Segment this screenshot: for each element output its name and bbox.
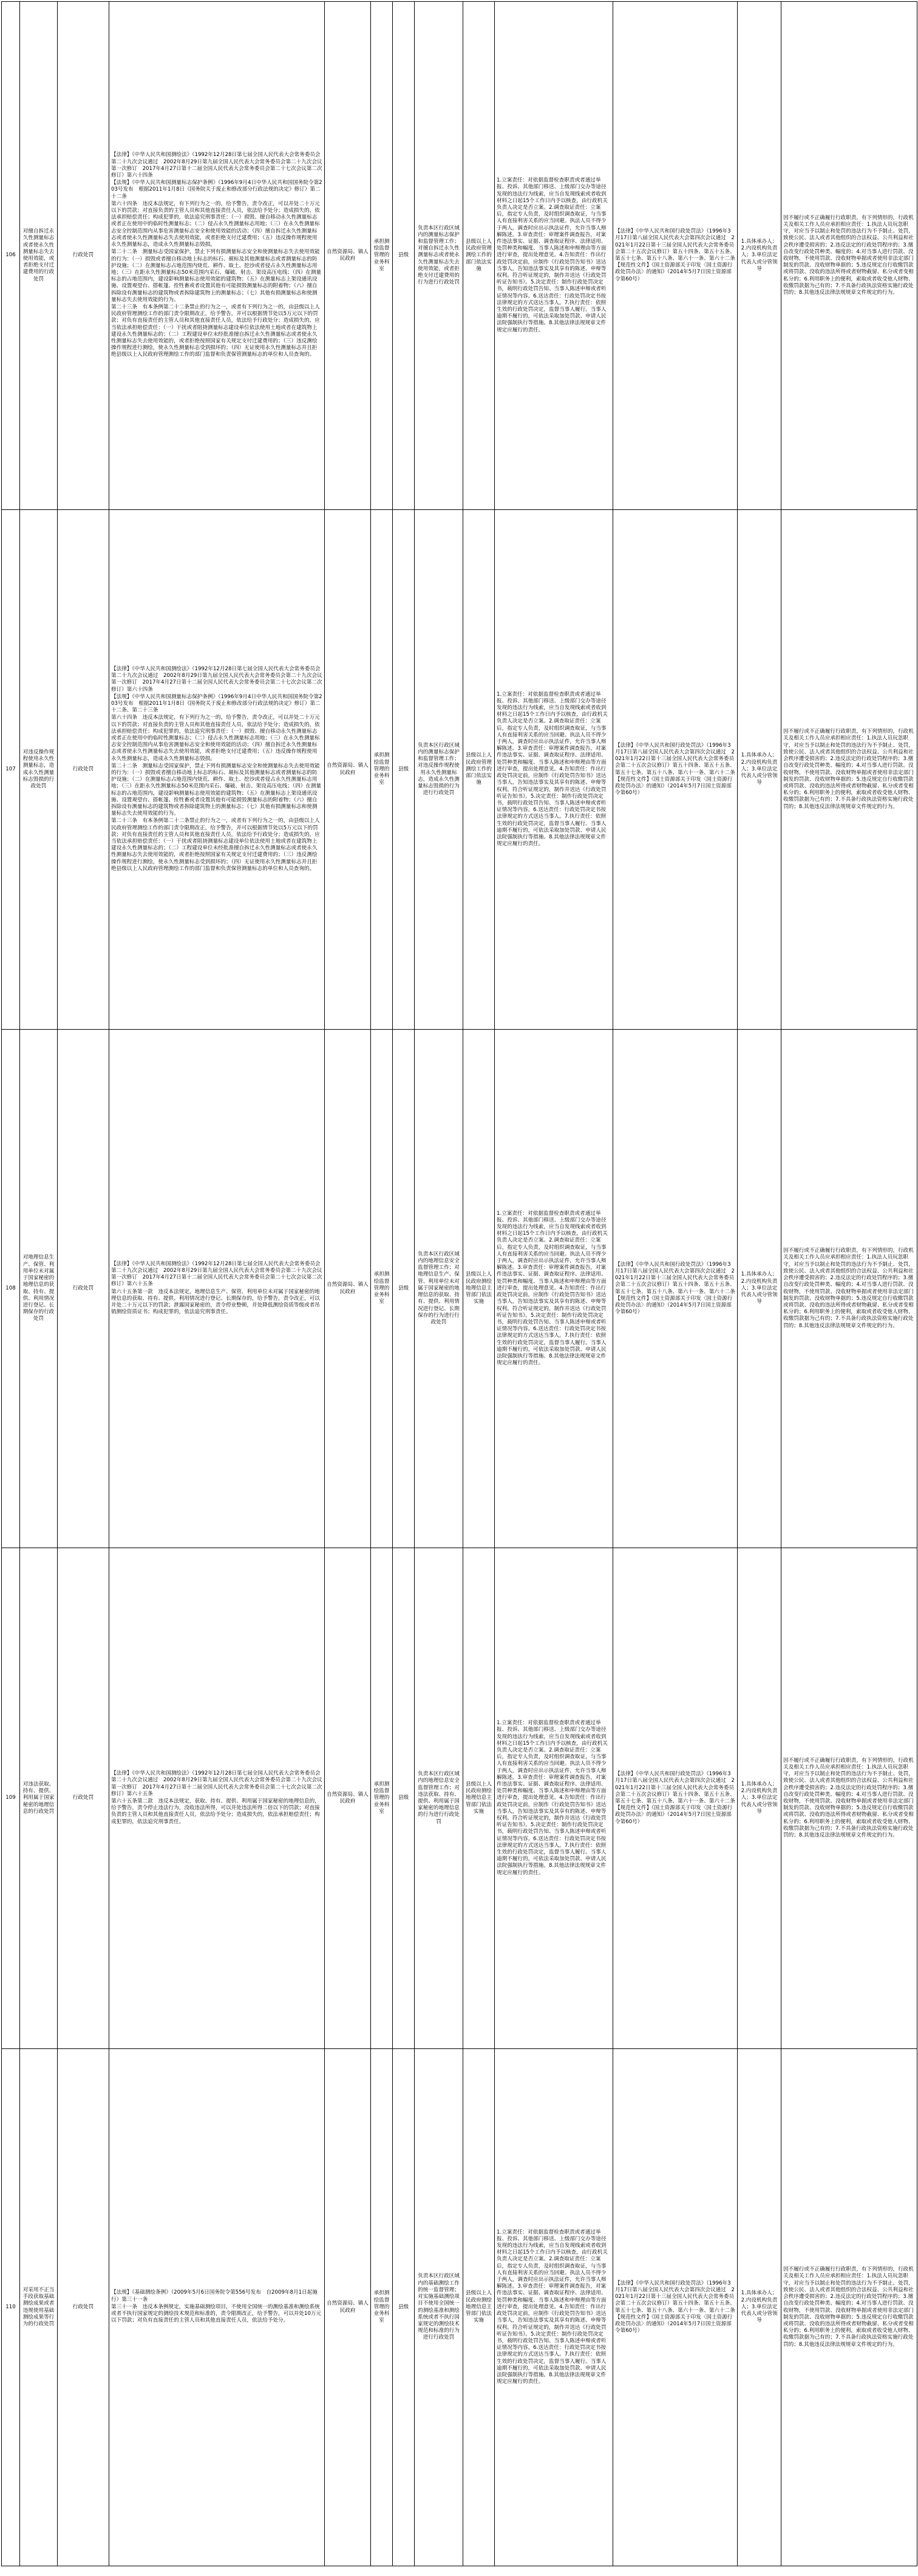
power-item-name: 对采用不正当手段获取基础测绘成果或者违规使用基础测绘成果等行为的行政处罚 — [20, 2049, 58, 2566]
responsibility-scope: 县级以上人民政府管理测绘工作的部门依法实施 — [463, 2, 495, 510]
row-number: 106 — [2, 2, 20, 510]
implementing-subject: 自然资源局、镇人民政府 — [325, 510, 371, 1030]
power-list-table — [1, 1, 917, 2566]
exercise-level: 县级 — [393, 2, 415, 510]
table-row — [2, 510, 917, 1030]
basis-paragraph: 第六十四条 违反本法规定，有下列行为之一的，给予警告，责令改正，可以并处二十万元以下的罚款；对直接负责的主管人员和其他直接责任人员，依法给予处分；造成损失的，依法承担赔偿责任；构成犯罪的，依法追究刑事责任：（一）损毁、擅自移动永久性测量标志或者正在使用中的临时性测量标志；（二）侵占永久性测量标志用地；（三）在永久性测量标志安全控制范围内从事危害测量标志安全和使用效能的活动；（四）擅自拆迁永久性测量标志或者使永久性测量标志失去使用效能，或者拒绝支付迁建费用；（五）违反操作规程使用永久性测量标志，造成永久性测量标志毁损。 — [111, 715, 320, 762]
responsibility-legal-basis: 【法律】《中华人民共和国行政处罚法》（1996年3月17日第八届全国人民代表大会第四次会议通过 2021年1月22日第十三届全国人民代表大会常务委员会第二十五次会议修订）第五十四条、第五十五条、第五十七条、第五十八条、第六十一条、第六十二条 【规范性文件】《国土资源部关于印发〈国土资源行政处罚办法〉的通知》（2014年5月7日国土资源部令第60号） — [613, 2049, 738, 2566]
basis-paragraph: 【法律】《中华人民共和国测绘法》（1992年12月28日第七届全国人民代表大会常务委员会第二十九次会议通过 2002年8月29日第九届全国人民代表大会常务委员会第二十九次会议第一次修订 2017年4月27日第十二届全国人民代表大会常务委员会第二十七次会议第二次修订）第六十五条 — [111, 1770, 322, 1797]
responsibility-division: 负责本区行政区域内的基础测绘工作的统一监督管理；对实施基础测绘项目不使用全国统一的测绘基准和测绘系统或者不执行国家规定的测绘技术规范和标准的行为进行行政处罚 — [415, 2049, 463, 2566]
responsibility-procedure: 1.立案责任：对依据监督检查职责或者通过举报、投诉、其他部门移送、上级部门交办等途径发现的违法行为线索，应当自发现线索或者收到材料之日起15个工作日内予以核查，由行政机关负责人决定是否立案。2.调查取证责任：立案后，指定专人负责，及时组织调查取证，与当事人有直接利害关系的应当回避。执法人员不得少于两人，调查时应出示执法证件，允许当事人辩解陈述。3.审查责任：审理案件调查报告，对案件违法事实、证据、调查取证程序、法律适用、处罚种类和幅度、当事人陈述和申辩理由等方面进行审查，提出处理意见。4.告知责任：作出行政处罚决定前，应制作《行政处罚告知书》送达当事人，告知违法事实及其享有的陈述、申辩等权利。符合听证规定的，制作并送达《行政处罚听证告知书》。5.决定责任：制作行政处罚决定书，载明行政处罚告知、当事人陈述申辩或者听证情况等内容。6.送达责任：行政处罚决定书按法律规定的方式送达当事人。7.执行责任：依照生效的行政处罚决定，监督当事人履行。当事人逾期不履行的，可依法采取加处罚款、申请人民法院强制执行等措施。8.其他法律法规规章文件规定应履行的责任。 — [495, 510, 613, 1030]
basis-cell — [109, 1030, 325, 1548]
implementing-subject: 自然资源局、镇人民政府 — [325, 2049, 371, 2566]
implementing-subject: 自然资源局、镇人民政府 — [325, 1030, 371, 1548]
power-item-name: 对地理信息生产、保管、利用单位未对属于国家秘密的地理信息的获取、持有、提供、利用情况进行登记、长期保存的行政处罚 — [20, 1030, 58, 1548]
responsibility-procedure: 1.立案责任：对依据监督检查职责或者通过举报、投诉、其他部门移送、上级部门交办等途径发现的违法行为线索，应当自发现线索或者收到材料之日起15个工作日内予以核查，由行政机关负责人决定是否立案。2.调查取证责任：立案后，指定专人负责，及时组织调查取证，与当事人有直接利害关系的应当回避。执法人员不得少于两人，调查时应出示执法证件，允许当事人辩解陈述。3.审查责任：审理案件调查报告，对案件违法事实、证据、调查取证程序、法律适用、处罚种类和幅度、当事人陈述和申辩理由等方面进行审查，提出处理意见。4.告知责任：作出行政处罚决定前，应制作《行政处罚告知书》送达当事人，告知违法事实及其享有的陈述、申辩等权利。符合听证规定的，制作并送达《行政处罚听证告知书》。5.决定责任：制作行政处罚决定书，载明行政处罚告知、当事人陈述申辩或者听证情况等内容。6.送达责任：行政处罚决定书按法律规定的方式送达当事人。7.执行责任：依照生效的行政处罚决定，监督当事人履行。当事人逾期不履行的，可依法采取加处罚款、申请人民法院强制执行等措施。8.其他法律法规规章文件规定应履行的责任。 — [495, 1030, 613, 1548]
responsibility-scope: 县级以上人民政府测绘地理信息主管部门依法实施 — [463, 1548, 495, 2049]
power-item-name: 对擅自拆迁永久性测量标志或者使永久性测量标志失去使用效能，或者拒绝支付迁建费用的行政处罚 — [20, 2, 58, 510]
responsibility-legal-basis: 【法律】《中华人民共和国行政处罚法》（1996年3月17日第八届全国人民代表大会第四次会议通过 2021年1月22日第十三届全国人民代表大会常务委员会第二十五次会议修订）第五十四条、第五十五条、第五十七条、第五十八条、第六十一条、第六十二条 【规范性文件】《国土资源部关于印发〈国土资源行政处罚办法〉的通知》（2014年5月7日国土资源部令第60号） — [613, 510, 738, 1030]
responsibility-scope: 县级以上人民政府管理测绘工作的部门依法实施 — [463, 510, 495, 1030]
accountability-subject: 1.具体承办人；2.内设机构负责人；3.单位法定代表人或分管领导 — [738, 2049, 781, 2566]
accountability-subject: 1.具体承办人；2.内设机构负责人；3.单位法定代表人或分管领导 — [738, 1030, 781, 1548]
responsible-dept: 承担测绘监督管理的业务科室 — [371, 2049, 393, 2566]
exercise-level: 县级 — [393, 510, 415, 1030]
power-item-name: 对违法获取、持有、提供、利用属于国家秘密的地理信息的行政处罚 — [20, 1548, 58, 2049]
power-type: 行政处罚 — [58, 1030, 109, 1548]
basis-paragraph: 【法律】《中华人民共和国测绘法》（1992年12月28日第七届全国人民代表大会常务委员会第二十九次会议通过 2002年8月29日第九届全国人民代表大会常务委员会第二十九次会议第一次修订 2017年4月27日第十二届全国人民代表大会常务委员会第二十七次会议第二次修订）第六十四条 — [111, 152, 322, 179]
basis-cell — [109, 2049, 325, 2566]
exercise-level: 县级 — [393, 2049, 415, 2566]
row-number: 108 — [2, 1030, 20, 1548]
table-row — [2, 1548, 917, 2049]
responsibility-procedure: 1.立案责任：对依据监督检查职责或者通过举报、投诉、其他部门移送、上级部门交办等途径发现的违法行为线索，应当自发现线索或者收到材料之日起15个工作日内予以核查，由行政机关负责人决定是否立案。2.调查取证责任：立案后，指定专人负责，及时组织调查取证，与当事人有直接利害关系的应当回避。执法人员不得少于两人，调查时应出示执法证件，允许当事人辩解陈述。3.审查责任：审理案件调查报告，对案件违法事实、证据、调查取证程序、法律适用、处罚种类和幅度、当事人陈述和申辩理由等方面进行审查，提出处理意见。4.告知责任：作出行政处罚决定前，应制作《行政处罚告知书》送达当事人，告知违法事实及其享有的陈述、申辩等权利。符合听证规定的，制作并送达《行政处罚听证告知书》。5.决定责任：制作行政处罚决定书，载明行政处罚告知、当事人陈述申辩或者听证情况等内容。6.送达责任：行政处罚决定书按法律规定的方式送达当事人。7.执行责任：依照生效的行政处罚决定，监督当事人履行。当事人逾期不履行的，可依法采取加处罚款、申请人民法院强制执行等措施。8.其他法律法规规章文件规定应履行的责任。 — [495, 1548, 613, 2049]
power-type: 行政处罚 — [58, 1548, 109, 2049]
basis-paragraph: 第二十三条 有本条例第二十二条禁止的行为之一，或者有下列行为之一的，由县级以上人民政府管理测绘工作的部门责令限期改正，给予警告，并可以根据情节处以5万元以下的罚款；对负有直接责任的主管人员和其他直接责任人员，依法给予行政处分；造成损失的，应当依法承担赔偿责任：（一）干扰或者阻挠测量标志建设单位依法使用土地或者在建筑物上建设永久性测量标志的；（二）工程建设单位未经批准擅自拆迁永久性测量标志或者使永久性测量标志失去使用效能的，或者拒绝按照国家有关规定支付迁建费用的；（三）违反测绘操作规程进行测绘，使永久性测量标志受到损坏的；（四）无证使用永久性测量标志并且拒绝县级以上人民政府管理测绘工作的部门监督和负责保管测量标志的单位和人员查询的。 — [111, 304, 320, 358]
basis-paragraph: 第三十一条 违反本条例规定，实施基础测绘项目，不使用全国统一的测绘基准和测绘系统或者不执行国家规定的测绘技术规范和标准的，责令限期改正，给予警告，可以并处10万元以下罚款；对负有直接责任的主管人员和其他直接责任人员，依法给予处分。 — [111, 2303, 322, 2324]
power-type: 行政处罚 — [58, 2, 109, 510]
basis-paragraph: 【法规】《中华人民共和国测量标志保护条例》（1996年9月4日中华人民共和国国务院令第203号发布 根据2011年1月8日《国务院关于废止和修改部分行政法规的决定》修订）第二十二条 — [111, 180, 322, 200]
responsibility-division: 负责本区行政区域内的测量标志保护和监督管理工作；对违反操作规程使用永久性测量标志，造成永久性测量标志毁损的行为进行行政处罚 — [415, 510, 463, 1030]
basis-cell — [109, 510, 325, 1030]
basis-paragraph: 【法规】《基础测绘条例》（2009年5月6日国务院令第556号发布 自2009年8月1日起施行）第三十一条 — [111, 2289, 318, 2303]
responsible-dept: 承担测绘监督管理的业务科室 — [371, 1030, 393, 1548]
responsibility-division: 负责本区行政区域内的地理信息安全监督管理工作；对违法获取、持有、提供、利用属于国家秘密的地理信息的行为进行行政处罚 — [415, 1548, 463, 2049]
responsible-dept: 承担测绘监督管理的业务科室 — [371, 1548, 393, 2049]
basis-paragraph: 第六十五条第一款 违反本法规定，地理信息生产、保管、利用单位未对属于国家秘密的地理信息的获取、持有、提供、利用情况进行登记、长期保存的，给予警告，责令改正，可以并处二十万元以下的罚款；泄露国家秘密的，责令停业整顿，并处降低测绘资质等级或者吊销测绘资质证书；构成犯罪的，依法追究刑事责任。 — [111, 1288, 320, 1316]
responsibility-legal-basis: 【法律】《中华人民共和国行政处罚法》（1996年3月17日第八届全国人民代表大会第四次会议通过 2021年1月22日第十三届全国人民代表大会常务委员会第二十五次会议修订）第五十四条、第五十五条、第五十七条、第五十八条、第六十一条、第六十二条 【规范性文件】《国土资源部关于印发〈国土资源行政处罚办法〉的通知》（2014年5月7日国土资源部令第60号） — [613, 2, 738, 510]
responsibility-legal-basis: 【法律】《中华人民共和国行政处罚法》（1996年3月17日第八届全国人民代表大会第四次会议通过 2021年1月22日第十三届全国人民代表大会常务委员会第二十五次会议修订）第五十四条、第五十五条、第五十七条、第五十八条、第六十一条、第六十二条 【规范性文件】《国土资源部关于印发〈国土资源行政处罚办法〉的通知》（2014年5月7日国土资源部令第60号） — [613, 1030, 738, 1548]
implementing-subject: 自然资源局、镇人民政府 — [325, 1548, 371, 2049]
basis-paragraph: 【法律】《中华人民共和国测绘法》（1992年12月28日第七届全国人民代表大会常务委员会第二十九次会议通过 2002年8月29日第九届全国人民代表大会常务委员会第二十九次会议第一次修订 2017年4月27日第十二届全国人民代表大会常务委员会第二十七次会议第二次修订）第六十四条 — [111, 665, 322, 693]
responsible-dept: 承担测绘监督管理的业务科室 — [371, 510, 393, 1030]
accountability-situations: 因不履行或不正确履行行政职责，有下列情形的，行政机关及相关工作人员应承担相应责任：1.执法人员玩忽职守，对应当予以制止和处罚的违法行为不予制止、处罚，致使公民、法人或者其他组织的合法权益、公共利益和社会秩序遭受损害的；2.违反法定的行政处罚程序的；3.擅自改变行政处罚种类、幅度的；4.对当事人进行罚款、没收财物，不使用罚款、没收财物单据或者使用非法定部门制发的罚款、没收财物单据的；5.违反规定自行收缴罚款或将罚款、没收的违法所得或者财物截留、私分或者变相私分的；6.利用职务上的便利，索取或者收受他人财物、收缴罚款据为己有的；7.不具备行政执法资格实施行政处罚的；8.其他违反法律法规规章文件规定的行为。 — [781, 510, 917, 1030]
responsibility-scope: 县级以上人民政府测绘地理信息主管部门依法实施 — [463, 2049, 495, 2566]
accountability-situations: 因不履行或不正确履行行政职责，有下列情形的，行政机关及相关工作人员应承担相应责任：1.执法人员玩忽职守，对应当予以制止和处罚的违法行为不予制止、处罚，致使公民、法人或者其他组织的合法权益、公共利益和社会秩序遭受损害的；2.违反法定的行政处罚程序的；3.擅自改变行政处罚种类、幅度的；4.对当事人进行罚款、没收财物，不使用罚款、没收财物单据或者使用非法定部门制发的罚款、没收财物单据的；5.违反规定自行收缴罚款或将罚款、没收的违法所得或者财物截留、私分或者变相私分的；6.利用职务上的便利，索取或者收受他人财物、收缴罚款据为己有的；7.不具备行政执法资格实施行政处罚的；8.其他违反法律法规规章文件规定的行为。 — [781, 1030, 917, 1548]
responsibility-scope: 县级以上人民政府测绘地理信息主管部门依法实施 — [463, 1030, 495, 1548]
accountability-situations: 因不履行或不正确履行行政职责，有下列情形的，行政机关及相关工作人员应承担相应责任：1.执法人员玩忽职守，对应当予以制止和处罚的违法行为不予制止、处罚，致使公民、法人或者其他组织的合法权益、公共利益和社会秩序遭受损害的；2.违反法定的行政处罚程序的；3.擅自改变行政处罚种类、幅度的；4.对当事人进行罚款、没收财物，不使用罚款、没收财物单据或者使用非法定部门制发的罚款、没收财物单据的；5.违反规定自行收缴罚款或将罚款、没收的违法所得或者财物截留、私分或者变相私分的；6.利用职务上的便利，索取或者收受他人财物、收缴罚款据为己有的；7.不具备行政执法资格实施行政处罚的；8.其他违反法律法规规章文件规定的行为。 — [781, 2, 917, 510]
row-number: 109 — [2, 1548, 20, 2049]
implementing-subject: 自然资源局、镇人民政府 — [325, 2, 371, 510]
basis-paragraph: 第二十二条 测量标志受国家保护，禁止下列有损测量标志安全和使测量标志失去使用效能的行为：（一）损毁或者擅自移动地上标志的标石、觇标及其他测量标志或者测量标志的防护设施；（二）在测量标志占地范围内烧荒、耕作、取土、挖沙或者侵占永久性测量标志用地；（三）在距永久性测量标志50米范围内采石、爆破、射击、架设高压电线；（四）在测量标志的占地范围内，建设影响测量标志使用效能的建筑物；（五）在测量标志上架设通讯设施、设置观望台、搭帐篷、拴牲畜或者设置其他有可能损毁测量标志的附着物；（六）擅自拆除设有测量标志的建筑物或者拆除建筑物上的测量标志；（七）其他有损测量标志和使测量标志失去使用效能的行为。 — [111, 763, 322, 817]
accountability-subject: 1.具体承办人；2.内设机构负责人；3.单位法定代表人或分管领导 — [738, 510, 781, 1030]
exercise-level: 县级 — [393, 1548, 415, 2049]
accountability-situations: 因不履行或不正确履行行政职责，有下列情形的，行政机关及相关工作人员应承担相应责任：1.执法人员玩忽职守，对应当予以制止和处罚的违法行为不予制止、处罚，致使公民、法人或者其他组织的合法权益、公共利益和社会秩序遭受损害的；2.违反法定的行政处罚程序的；3.擅自改变行政处罚种类、幅度的；4.对当事人进行罚款、没收财物，不使用罚款、没收财物单据或者使用非法定部门制发的罚款、没收财物单据的；5.违反规定自行收缴罚款或将罚款、没收的违法所得或者财物截留、私分或者变相私分的；6.利用职务上的便利，索取或者收受他人财物、收缴罚款据为己有的；7.不具备行政执法资格实施行政处罚的；8.其他违反法律法规规章文件规定的行为。 — [781, 2049, 917, 2566]
responsibility-division: 负责本区行政区域内的地理信息安全监督管理工作；对地理信息生产、保管、利用单位未对属于国家秘密的地理信息的获取、持有、提供、利用情况进行登记、长期保存的行为进行行政处罚 — [415, 1030, 463, 1548]
basis-paragraph: 第二十三条 有本条例第二十二条禁止的行为之一，或者有下列行为之一的，由县级以上人民政府管理测绘工作的部门责令限期改正，给予警告，并可以根据情节处以5万元以下的罚款；对负有直接责任的主管人员和其他直接责任人员，依法给予行政处分；造成损失的，应当依法承担赔偿责任：（一）干扰或者阻挠测量标志建设单位依法使用土地或者在建筑物上建设永久性测量标志的；（二）工程建设单位未经批准擅自拆迁永久性测量标志或者使永久性测量标志失去使用效能的，或者拒绝按照国家有关规定支付迁建费用的；（三）违反测绘操作规程进行测绘，使永久性测量标志受到损坏的；（四）无证使用永久性测量标志并且拒绝县级以上人民政府管理测绘工作的部门监督和负责保管测量标志的单位和人员查询的。 — [111, 818, 320, 872]
basis-cell — [109, 1548, 325, 2049]
power-type: 行政处罚 — [58, 510, 109, 1030]
accountability-subject: 1.具体承办人；2.内设机构负责人；3.单位法定代表人或分管领导 — [738, 2, 781, 510]
basis-paragraph: 第二十二条 测量标志受国家保护，禁止下列有损测量标志安全和使测量标志失去使用效能的行为：（一）损毁或者擅自移动地上标志的标石、觇标及其他测量标志或者测量标志的防护设施；（二）在测量标志占地范围内烧荒、耕作、取土、挖沙或者侵占永久性测量标志用地；（三）在距永久性测量标志50米范围内采石、爆破、射击、架设高压电线；（四）在测量标志的占地范围内，建设影响测量标志使用效能的建筑物；（五）在测量标志上架设通讯设施、设置观望台、搭帐篷、拴牲畜或者设置其他有可能损毁测量标志的附着物；（六）擅自拆除设有测量标志的建筑物或者拆除建筑物上的测量标志；（七）其他有损测量标志和使测量标志失去使用效能的行为。 — [111, 249, 322, 303]
responsibility-procedure: 1.立案责任：对依据监督检查职责或者通过举报、投诉、其他部门移送、上级部门交办等途径发现的违法行为线索，应当自发现线索或者收到材料之日起15个工作日内予以核查，由行政机关负责人决定是否立案。2.调查取证责任：立案后，指定专人负责，及时组织调查取证，与当事人有直接利害关系的应当回避。执法人员不得少于两人，调查时应出示执法证件，允许当事人辩解陈述。3.审查责任：审理案件调查报告，对案件违法事实、证据、调查取证程序、法律适用、处罚种类和幅度、当事人陈述和申辩理由等方面进行审查，提出处理意见。4.告知责任：作出行政处罚决定前，应制作《行政处罚告知书》送达当事人，告知违法事实及其享有的陈述、申辩等权利。符合听证规定的，制作并送达《行政处罚听证告知书》。5.决定责任：制作行政处罚决定书，载明行政处罚告知、当事人陈述申辩或者听证情况等内容。6.送达责任：行政处罚决定书按法律规定的方式送达当事人。7.执行责任：依照生效的行政处罚决定，监督当事人履行。当事人逾期不履行的，可依法采取加处罚款、申请人民法院强制执行等措施。8.其他法律法规规章文件规定应履行的责任。 — [495, 2049, 613, 2566]
basis-cell — [109, 2, 325, 510]
accountability-situations: 因不履行或不正确履行行政职责，有下列情形的，行政机关及相关工作人员应承担相应责任：1.执法人员玩忽职守，对应当予以制止和处罚的违法行为不予制止、处罚，致使公民、法人或者其他组织的合法权益、公共利益和社会秩序遭受损害的；2.违反法定的行政处罚程序的；3.擅自改变行政处罚种类、幅度的；4.对当事人进行罚款、没收财物，不使用罚款、没收财物单据或者使用非法定部门制发的罚款、没收财物单据的；5.违反规定自行收缴罚款或将罚款、没收的违法所得或者财物截留、私分或者变相私分的；6.利用职务上的便利，索取或者收受他人财物、收缴罚款据为己有的；7.不具备行政执法资格实施行政处罚的；8.其他违反法律法规规章文件规定的行为。 — [781, 1548, 917, 2049]
exercise-level: 县级 — [393, 1030, 415, 1548]
row-number: 107 — [2, 510, 20, 1030]
table-row — [2, 2049, 917, 2566]
table-row — [2, 2, 917, 510]
basis-paragraph: 第六十五条第二款 违反本法规定，获取、持有、提供、利用属于国家秘密的地理信息的，给予警告，责令停止违法行为，没收违法所得，可以并处违法所得二倍以下的罚款；对直接负责的主管人员和其他直接责任人员，依法给予处分；造成损失的，依法承担赔偿责任；构成犯罪的，依法追究刑事责任。 — [111, 1798, 320, 1825]
row-number: 110 — [2, 2049, 20, 2566]
power-item-name: 对违反操作规程使用永久性测量标志，造成永久性测量标志毁损的行政处罚 — [20, 510, 58, 1030]
responsibility-division: 负责本区行政区域内的测量标志保护和监督管理工作；对擅自拆迁永久性测量标志或者使永久性测量标志失去使用效能，或者拒绝支付迁建费用的行为进行行政处罚 — [415, 2, 463, 510]
responsibility-legal-basis: 【法律】《中华人民共和国行政处罚法》（1996年3月17日第八届全国人民代表大会第四次会议通过 2021年1月22日第十三届全国人民代表大会常务委员会第二十五次会议修订）第五十四条、第五十五条、第五十七条、第五十八条、第六十一条、第六十二条 【规范性文件】《国土资源部关于印发〈国土资源行政处罚办法〉的通知》（2014年5月7日国土资源部令第60号） — [613, 1548, 738, 2049]
table-row — [2, 1030, 917, 1548]
basis-paragraph: 第六十四条 违反本法规定，有下列行为之一的，给予警告，责令改正，可以并处二十万元以下的罚款；对直接负责的主管人员和其他直接责任人员，依法给予处分；造成损失的，依法承担赔偿责任；构成犯罪的，依法追究刑事责任：（一）损毁、擅自移动永久性测量标志或者正在使用中的临时性测量标志；（二）侵占永久性测量标志用地；（三）在永久性测量标志安全控制范围内从事危害测量标志安全和使用效能的活动；（四）擅自拆迁永久性测量标志或者使永久性测量标志失去使用效能，或者拒绝支付迁建费用；（五）违反操作规程使用永久性测量标志，造成永久性测量标志毁损。 — [111, 200, 320, 248]
responsibility-procedure: 1.立案责任：对依据监督检查职责或者通过举报、投诉、其他部门移送、上级部门交办等途径发现的违法行为线索，应当自发现线索或者收到材料之日起15个工作日内予以核查，由行政机关负责人决定是否立案。2.调查取证责任：立案后，指定专人负责，及时组织调查取证，与当事人有直接利害关系的应当回避。执法人员不得少于两人，调查时应出示执法证件，允许当事人辩解陈述。3.审查责任：审理案件调查报告，对案件违法事实、证据、调查取证程序、法律适用、处罚种类和幅度、当事人陈述和申辩理由等方面进行审查，提出处理意见。4.告知责任：作出行政处罚决定前，应制作《行政处罚告知书》送达当事人，告知违法事实及其享有的陈述、申辩等权利。符合听证规定的，制作并送达《行政处罚听证告知书》。5.决定责任：制作行政处罚决定书，载明行政处罚告知、当事人陈述申辩或者听证情况等内容。6.送达责任：行政处罚决定书按法律规定的方式送达当事人。7.执行责任：依照生效的行政处罚决定，监督当事人履行。当事人逾期不履行的，可依法采取加处罚款、申请人民法院强制执行等措施。8.其他法律法规规章文件规定应履行的责任。 — [495, 2, 613, 510]
basis-paragraph: 【法律】《中华人民共和国测绘法》（1992年12月28日第七届全国人民代表大会常务委员会第二十九次会议通过 2002年8月29日第九届全国人民代表大会常务委员会第二十九次会议第一次修订 2017年4月27日第十二届全国人民代表大会常务委员会第二十七次会议第二次修订）第六十五条 — [111, 1260, 322, 1288]
power-type: 行政处罚 — [58, 2049, 109, 2566]
basis-paragraph: 【法规】《中华人民共和国测量标志保护条例》（1996年9月4日中华人民共和国国务院令第203号发布 根据2011年1月8日《国务院关于废止和修改部分行政法规的决定》修订）第二十二条、第二十三条 — [111, 693, 322, 714]
accountability-subject: 1.具体承办人；2.内设机构负责人；3.单位法定代表人或分管领导 — [738, 1548, 781, 2049]
responsible-dept: 承担测绘监督管理的业务科室 — [371, 2, 393, 510]
